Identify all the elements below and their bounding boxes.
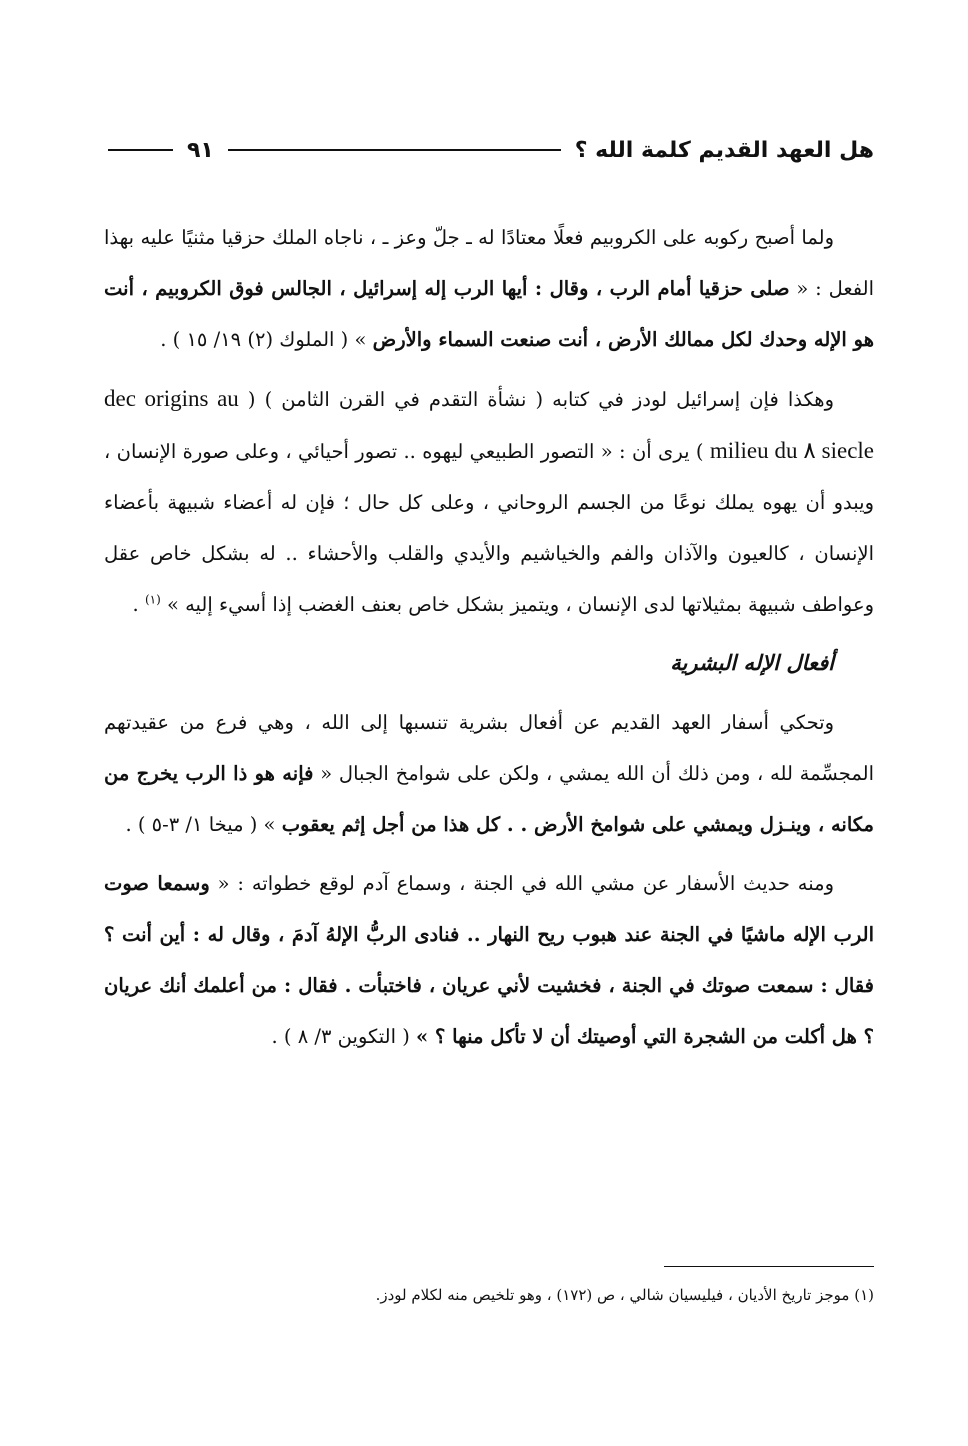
- citation: ( التكوين ٣/ ٨ ) .: [271, 1025, 417, 1048]
- running-header-title: هل العهد القديم كلمة الله ؟: [574, 137, 874, 163]
- page-number: ٩١: [187, 137, 214, 163]
- citation: » ( الملوك (٢) ١٩/ ١٥ ) .: [160, 328, 373, 351]
- body-text: [104, 212, 874, 1070]
- paragraph-text: ولما أصبح ركوبه على الكروبيم فعلًا معتادًا له ـ جلّ وعز ـ ، ناجاه الملك حزقيا مثنيًا عليه بهذا الفعل : «: [104, 226, 874, 300]
- citation: » ( ميخا ١/ ٣-٥ ) .: [125, 813, 282, 836]
- paragraph-text: ومنه حديث الأسفار عن مشي الله في الجنة ، وسماع آدم لوقع خطواته : «: [209, 872, 835, 895]
- footnote-reference[interactable]: (١): [144, 592, 161, 607]
- latin-book-title: dec origins au milieu du ٨ siecle: [104, 386, 875, 463]
- header-rule: [228, 149, 561, 151]
- bible-quote: وسمعا صوت الرب الإله ماشيًا في الجنة عند هبوب ريح النهار .. فنادى الربُّ الإلهُ آدمَ ، وقال له : أين أنت ؟ فقال : سمعت صوتك في الجنة ، فخشيت لأني عريان ، فاختبأت . فقال : من أعلمك أنك عريان ؟ هل أكلت من الشجرة التي أوصيتك أن لا تأكل منها ؟ »: [104, 872, 874, 1048]
- footnote: (١) موجز تاريخ الأديان ، فيليسيان شالي ، ص (١٧٢) ، وهو تلخيص منه لكلام لودز.: [375, 1286, 874, 1304]
- running-header: [108, 128, 874, 172]
- bible-quote: صلى حزقيا أمام الرب ، وقال : أيها الرب إله إسرائيل ، الجالس فوق الكروبيم ، أنت هو الإله وحدك لكل ممالك الأرض ، أنت صنعت السماء والأرض: [104, 277, 874, 351]
- bible-quote: فإنه هو ذا الرب يخرج من مكانه ، وينـزل ويمشي على شوامخ الأرض . . كل هذا من أجل إثم يعقوب: [104, 762, 874, 836]
- paragraph-lods-quote: [104, 373, 874, 630]
- header-rule-short: [108, 149, 173, 151]
- paragraph-text: وتحكي أسفار العهد القديم عن أفعال بشرية تنسبها إلى الله ، وهي فرع من عقيدتهم المجسِّمة لله ، ومن ذلك أن الله يمشي ، ولكن على شوامخ الجبال «: [104, 711, 874, 785]
- paragraph-walking-in-garden: [104, 858, 874, 1062]
- paragraph-walking-on-heights: [104, 697, 874, 850]
- paragraph-text: وهكذا فإن إسرائيل لودز في كتابه ( نشأة التقدم في القرن الثامن ) (: [238, 388, 834, 411]
- footnote-separator: [664, 1266, 874, 1267]
- paragraph-text: ) يرى أن : « التصور الطبيعي ليهوه .. تصور أحيائي ، وعلى صورة الإنسان ، ويبدو أن يهوه يملك نوعًا من الجسم الروحاني ، وعلى كل حال ؛ فإن له أعضاء شبيهة بأعضاء الإنسان ، كالعيون والآذان والفم والخياشيم والأيدي والقلب والأحشاء .. له بشكل خاص عقل وعواطف شبيهة بمثيلاتها لدى الإنسان ، ويتميز بشكل خاص بعنف الغضب إذا أسيء إليه »: [104, 440, 874, 616]
- paragraph-hezekiah-prayer: [104, 212, 874, 365]
- section-heading: أفعال الإله البشرية: [670, 651, 834, 675]
- paragraph-end: .: [132, 593, 145, 616]
